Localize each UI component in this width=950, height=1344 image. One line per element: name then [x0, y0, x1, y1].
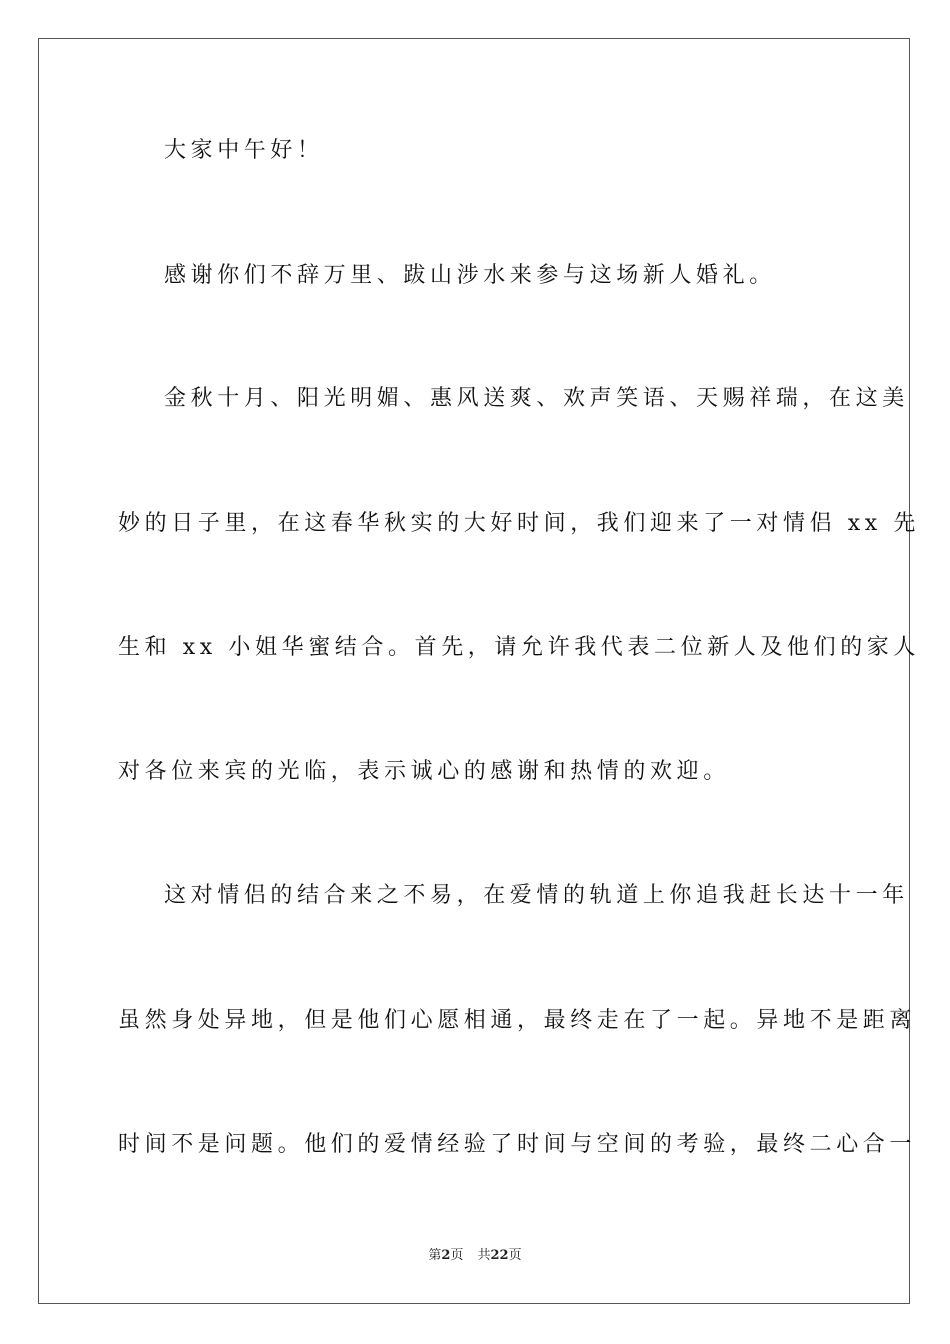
page-number: 2 [441, 1248, 451, 1263]
paragraph-line: 感谢你们不辞万里、跋山涉水来参与这场新人婚礼。 [164, 263, 776, 288]
paragraph-line: 妙的日子里，在这春华秋实的大好时间，我们迎来了一对情侣 xx 先 [118, 511, 921, 536]
paragraph-line: 虽然身处异地，但是他们心愿相通，最终走在了一起。异地不是距离 [118, 1008, 917, 1033]
page-prefix: 第 [428, 1248, 442, 1263]
total-suffix: 页 [508, 1248, 522, 1263]
total-prefix: 共 [477, 1248, 491, 1263]
paragraph-line: 金秋十月、阳光明媚、惠风送爽、欢声笑语、天赐祥瑞，在这美 [164, 386, 909, 411]
paragraph-line: 这对情侣的结合来之不易，在爱情的轨道上你追我赶长达十一年 [164, 883, 909, 908]
page-suffix: 页 [450, 1248, 464, 1263]
page-frame [38, 38, 921, 1304]
total-pages: 22 [490, 1248, 509, 1263]
paragraph-line: 对各位来宾的光临，表示诚心的感谢和热情的欢迎。 [118, 759, 730, 784]
page-footer [0, 1247, 950, 1265]
greeting-line: 大家中午好！ [164, 138, 324, 163]
paragraph-line: 时间不是问题。他们的爱情经验了时间与空间的考验，最终二心合一 [118, 1132, 917, 1157]
paragraph-line: 生和 xx 小姐华蜜结合。首先，请允许我代表二位新人及他们的家人 [118, 635, 921, 660]
